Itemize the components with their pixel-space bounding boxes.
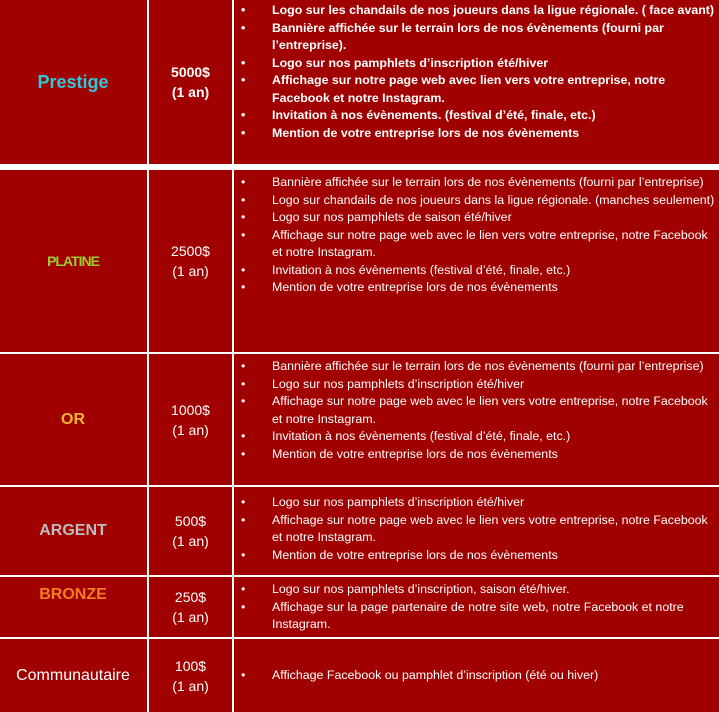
benefit-item: • Mention de votre entreprise lors de nos évènements xyxy=(235,446,719,464)
benefit-item: • Logo sur nos pamphlets d’inscription été/hiver xyxy=(235,494,719,512)
tier-name: Prestige xyxy=(37,71,109,92)
tier-name-cell xyxy=(0,170,146,352)
tier-price: 100$ xyxy=(174,657,207,674)
tier-name: Communautaire xyxy=(16,666,130,684)
benefit-item: • Bannière affichée sur le terrain lors de nos évènements (fourni par l’entreprise) xyxy=(235,174,719,192)
benefit-list xyxy=(235,2,719,142)
tier-price-cell xyxy=(149,170,232,352)
tier-row-or xyxy=(0,354,719,485)
benefit-item: • Invitation à nos évènements (festival d’été, finale, etc.) xyxy=(235,262,719,280)
tier-benefits-cell xyxy=(235,639,719,712)
tier-price: 2500$ xyxy=(171,243,210,259)
tier-benefits-cell xyxy=(235,354,719,485)
row-divider xyxy=(0,164,719,170)
benefit-item: • Logo sur nos pamphlets d’inscription été/hiver xyxy=(235,55,719,73)
benefit-item: • Affichage sur notre page web avec lien vers votre entreprise, notre Facebook et notre Instagram. xyxy=(235,72,719,107)
benefit-item: • Logo sur nos pamphlets d’inscription été/hiver xyxy=(235,376,719,394)
benefit-item: • Affichage sur notre page web avec le lien vers votre entreprise, notre Facebook et notre Instagram. xyxy=(235,227,719,262)
tier-name: PLATINE xyxy=(47,253,99,269)
tier-row-platine xyxy=(0,170,719,352)
tier-price: 500$ xyxy=(174,513,207,529)
tier-duration: (1 an) xyxy=(172,677,209,694)
tier-price: 5000$ xyxy=(171,64,210,80)
benefit-item: • Invitation à nos évènements (festival d’été, finale, etc.) xyxy=(235,428,719,446)
benefit-item: • Mention de votre entreprise lors de nos évènements xyxy=(235,125,719,143)
tier-name: BRONZE xyxy=(39,586,107,603)
tier-price-cell xyxy=(149,577,232,637)
benefit-item: • Invitation à nos évènements. (festival d’été, finale, etc.) xyxy=(235,107,719,125)
tier-price-cell xyxy=(149,639,232,712)
benefit-list xyxy=(235,581,719,634)
benefit-item: • Affichage sur notre page web avec le lien vers votre entreprise, notre Facebook et notre Instagram. xyxy=(235,512,719,547)
tier-duration: (1 an) xyxy=(172,609,209,625)
benefit-list xyxy=(235,494,719,564)
benefit-list xyxy=(235,358,719,463)
tier-name: ARGENT xyxy=(39,522,107,539)
column-divider xyxy=(232,0,234,712)
benefit-item: • Mention de votre entreprise lors de nos évènements xyxy=(235,279,719,297)
row-divider xyxy=(0,575,719,577)
tier-name-cell xyxy=(0,487,146,575)
tier-row-bronze xyxy=(0,577,719,637)
tier-duration: (1 an) xyxy=(172,263,209,279)
row-divider xyxy=(0,352,719,354)
benefit-list xyxy=(235,667,600,685)
benefit-item: • Logo sur nos pamphlets d’inscription, saison été/hiver. xyxy=(235,581,719,599)
benefit-item: • Affichage sur notre page web avec le lien vers votre entreprise, notre Facebook et notre Instagram. xyxy=(235,393,719,428)
tier-duration: (1 an) xyxy=(171,84,210,100)
benefit-item: • Bannière affichée sur le terrain lors de nos évènements (fourni par l’entreprise). xyxy=(235,20,719,55)
tier-name-cell xyxy=(0,354,146,485)
benefit-item: • Logo sur les chandails de nos joueurs dans la ligue régionale. ( face avant) xyxy=(235,2,719,20)
tier-benefits-cell xyxy=(235,0,719,164)
column-divider xyxy=(147,0,149,712)
benefit-list xyxy=(235,174,719,297)
tier-name-cell xyxy=(0,577,146,637)
tier-price-cell xyxy=(149,354,232,485)
tier-price: 250$ xyxy=(174,589,207,605)
benefit-item: • Logo sur chandails de nos joueurs dans la ligue régionale. (manches seulement) xyxy=(235,192,719,210)
tier-price-cell xyxy=(149,487,232,575)
tier-benefits-cell xyxy=(235,170,719,352)
benefit-item: • Bannière affichée sur le terrain lors de nos évènements (fourni par l’entreprise) xyxy=(235,358,719,376)
row-divider xyxy=(0,485,719,487)
tier-price-cell xyxy=(149,0,232,164)
benefit-item: • Affichage Facebook ou pamphlet d’inscription (été ou hiver) xyxy=(235,667,600,685)
benefit-item: • Mention de votre entreprise lors de nos évènements xyxy=(235,547,719,565)
benefit-item: • Logo sur nos pamphlets de saison été/hiver xyxy=(235,209,719,227)
tier-row-prestige xyxy=(0,0,719,164)
tier-price: 1000$ xyxy=(171,401,210,418)
tier-name-cell xyxy=(0,639,146,712)
tier-name-cell xyxy=(0,0,146,164)
tier-row-communautaire xyxy=(0,639,719,712)
tier-duration: (1 an) xyxy=(172,533,209,549)
tier-name: OR xyxy=(61,410,85,428)
tier-row-argent xyxy=(0,487,719,575)
tier-benefits-cell xyxy=(235,487,719,575)
tier-duration: (1 an) xyxy=(172,421,209,438)
benefit-item: • Affichage sur la page partenaire de notre site web, notre Facebook et notre Instagram. xyxy=(235,599,719,634)
tier-benefits-cell xyxy=(235,577,719,637)
row-divider xyxy=(0,637,719,639)
